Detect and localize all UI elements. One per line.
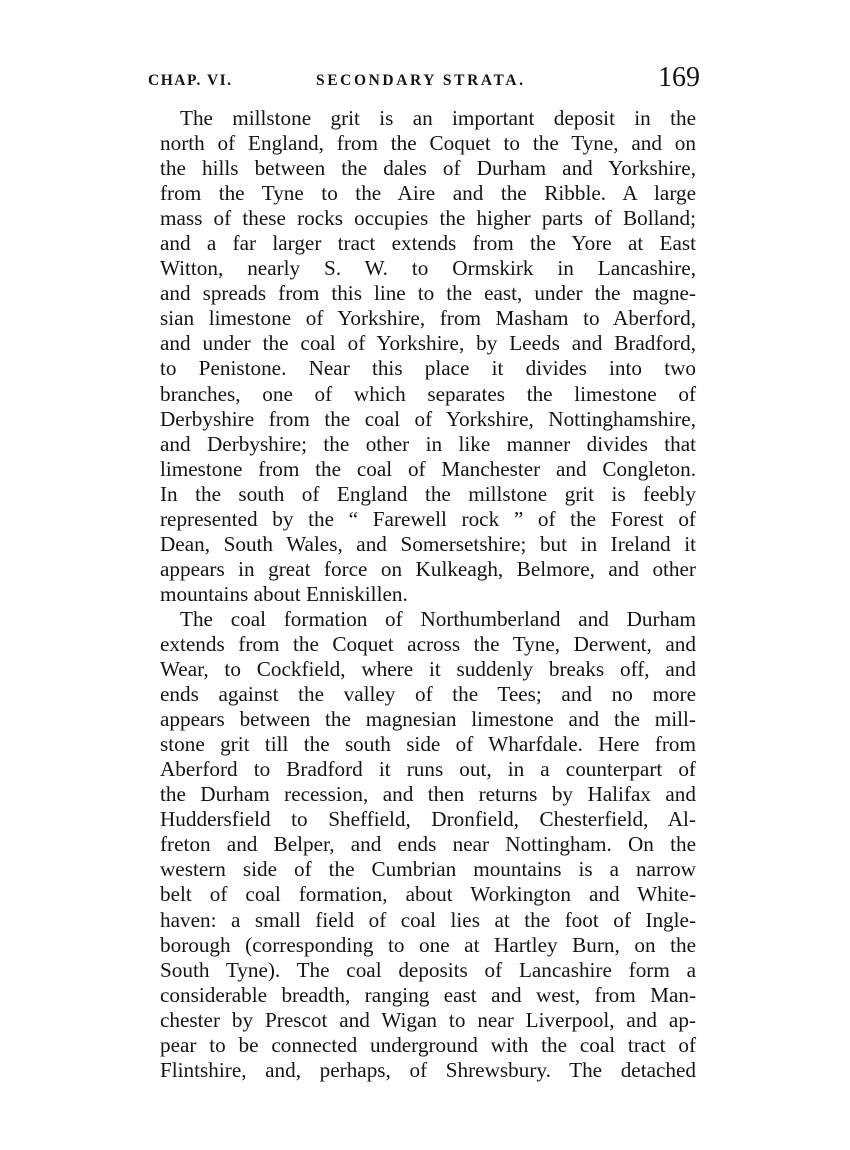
text-line: mountains about Enniskillen. <box>160 581 408 606</box>
text-line: freton and Belper, and ends near Nottingham. On the <box>160 832 696 857</box>
text-line: branches, one of which separates the limestone of <box>160 381 696 406</box>
text-line: Aberford to Bradford it runs out, in a counterpart of <box>160 757 696 782</box>
text-line: Huddersfield to Sheffield, Dronfield, Chesterfield, Al- <box>160 807 696 832</box>
page-number: 169 <box>658 62 700 93</box>
text-line: the hills between the dales of Durham and Yorkshire, <box>160 156 696 181</box>
text-line: extends from the Coquet across the Tyne, Derwent, and <box>160 631 696 656</box>
text-line: Derbyshire from the coal of Yorkshire, Nottinghamshire, <box>160 406 696 431</box>
text-line: represented by the “ Farewell rock ” of the Forest of <box>160 506 696 531</box>
text-line: mass of these rocks occupies the higher parts of Bolland; <box>160 206 696 231</box>
text-line: chester by Prescot and Wigan to near Liverpool, and ap- <box>160 1007 696 1032</box>
running-header <box>148 62 700 98</box>
text-line: The coal formation of Northumberland and Durham <box>180 606 696 631</box>
text-line: borough (corresponding to one at Hartley Burn, on the <box>160 932 696 957</box>
text-line: Witton, nearly S. W. to Ormskirk in Lancashire, <box>160 256 696 281</box>
text-line: pear to be connected underground with the coal tract of <box>160 1032 696 1057</box>
text-line: Flintshire, and, perhaps, of Shrewsbury. The detached <box>160 1057 696 1082</box>
text-line: appears between the magnesian limestone and the mill- <box>160 707 696 732</box>
text-line: South Tyne). The coal deposits of Lancashire form a <box>160 957 696 982</box>
text-line: considerable breadth, ranging east and west, from Man- <box>160 982 696 1007</box>
paragraph <box>160 106 696 607</box>
text-line: the Durham recession, and then returns by Halifax and <box>160 782 696 807</box>
running-title: SECONDARY STRATA. <box>316 72 526 89</box>
paragraph <box>160 607 696 1083</box>
text-line: sian limestone of Yorkshire, from Masham to Aberford, <box>160 306 696 331</box>
text-line: and a far larger tract extends from the Yore at East <box>160 231 696 256</box>
text-line: Dean, South Wales, and Somersetshire; but in Ireland it <box>160 531 696 556</box>
chapter-label: CHAP. VI. <box>148 72 233 89</box>
text-line: from the Tyne to the Aire and the Ribble. A large <box>160 181 696 206</box>
text-line: to Penistone. Near this place it divides into two <box>160 356 696 381</box>
text-line: The millstone grit is an important deposit in the <box>180 106 696 130</box>
text-line: ends against the valley of the Tees; and no more <box>160 682 696 707</box>
text-line: and spreads from this line to the east, under the magne- <box>160 281 696 306</box>
text-line: haven: a small field of coal lies at the foot of Ingle- <box>160 907 696 932</box>
text-line: belt of coal formation, about Workington and White- <box>160 882 696 907</box>
text-line: and Derbyshire; the other in like manner divides that <box>160 431 696 456</box>
text-line: Wear, to Cockfield, where it suddenly breaks off, and <box>160 657 696 682</box>
text-line: limestone from the coal of Manchester and Congleton. <box>160 456 696 481</box>
text-line: and under the coal of Yorkshire, by Leeds and Bradford, <box>160 331 696 356</box>
text-line: appears in great force on Kulkeagh, Belmore, and other <box>160 556 696 581</box>
text-line: In the south of England the millstone grit is feebly <box>160 481 696 506</box>
text-line: north of England, from the Coquet to the Tyne, and on <box>160 131 696 156</box>
text-line: stone grit till the south side of Wharfdale. Here from <box>160 732 696 757</box>
body-text <box>160 106 696 1083</box>
text-line: western side of the Cumbrian mountains is a narrow <box>160 857 696 882</box>
